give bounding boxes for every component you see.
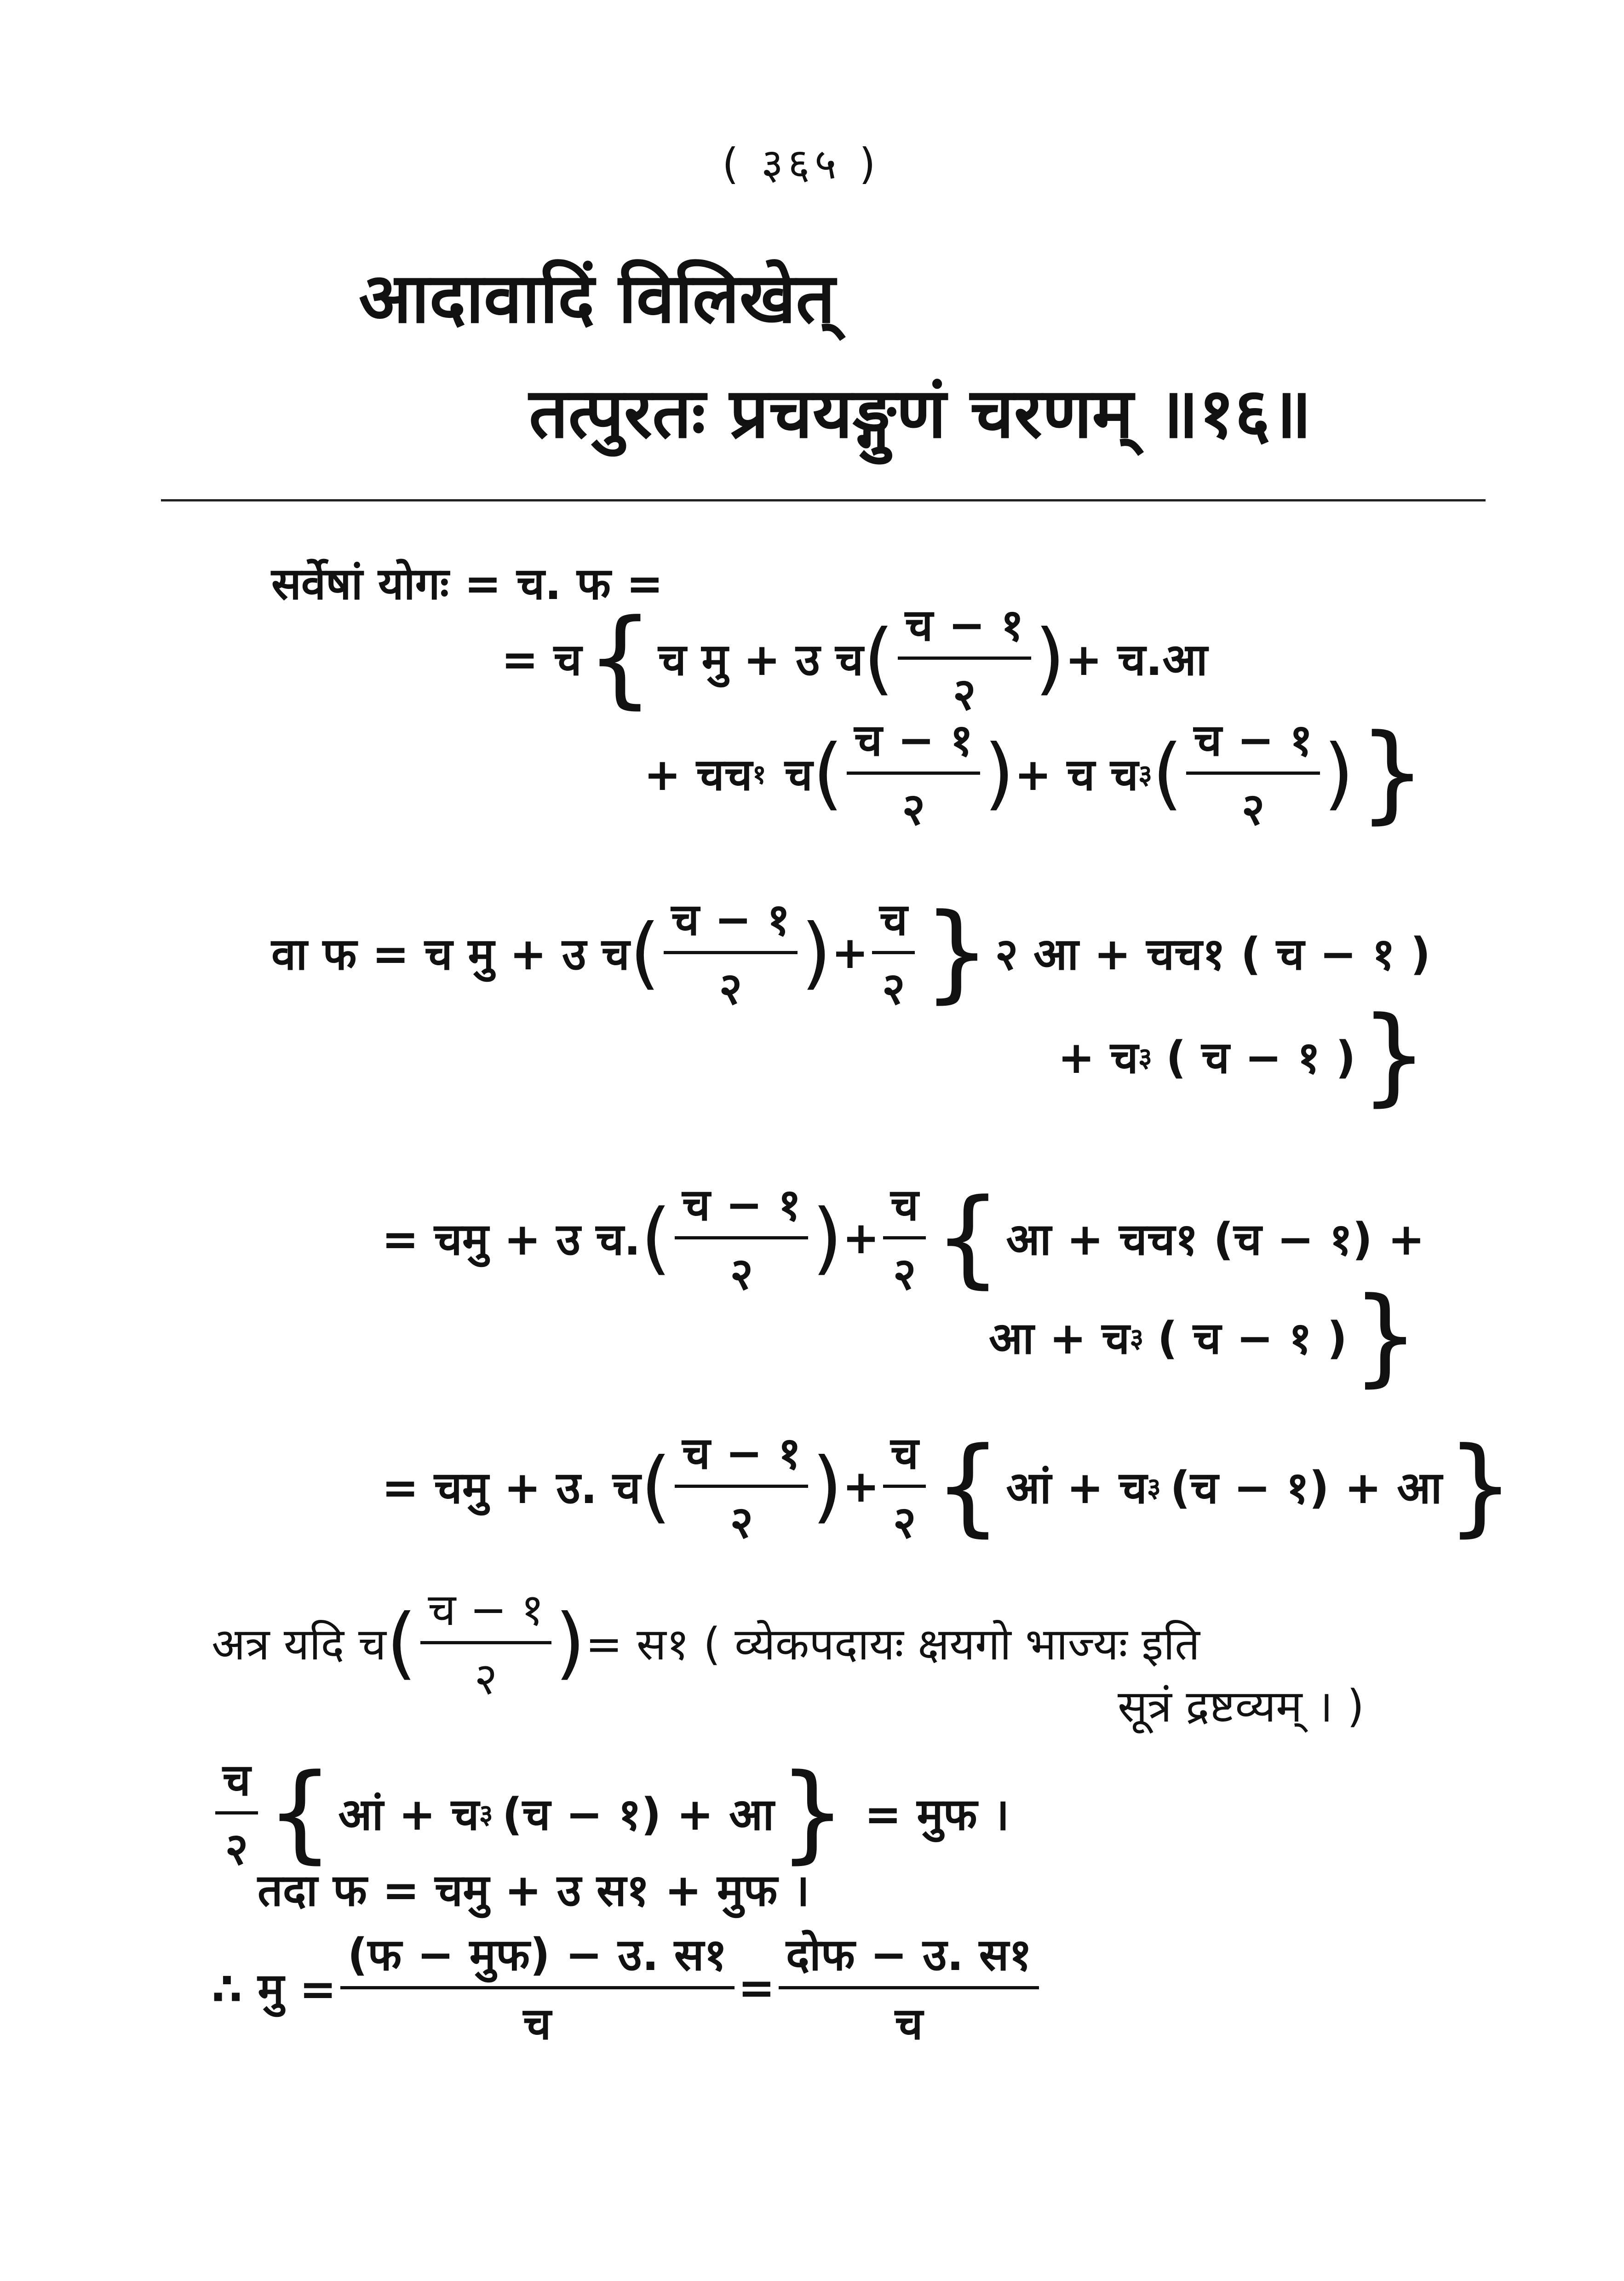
close-brace: } bbox=[1360, 994, 1428, 1117]
eq1-l2a: = च bbox=[501, 634, 582, 685]
verse-line-2: तत्पुरतः प्रचयङ्गुणं चरणम् ॥१६॥ bbox=[529, 374, 1312, 454]
fraction-denominator: २ bbox=[730, 1497, 753, 1548]
eq1-line2 bbox=[501, 593, 1207, 723]
cond-a: अत्र यदि च bbox=[212, 1619, 386, 1670]
eq2-coef-fraction bbox=[872, 888, 915, 1017]
fraction-numerator: च − १ bbox=[664, 888, 797, 954]
fraction-numerator: च − १ bbox=[675, 1422, 808, 1488]
eq1-l2b: च मु + उ च bbox=[658, 634, 864, 685]
fraction-denominator: च bbox=[523, 1998, 551, 2050]
open-brace: { bbox=[266, 1751, 334, 1874]
subscript: ३ bbox=[479, 1798, 493, 1830]
eq1-lead: सर्वेषां योगः = च. फ = bbox=[271, 558, 664, 610]
fraction-numerator: च − १ bbox=[420, 1578, 551, 1644]
fraction-numerator: च bbox=[872, 888, 915, 954]
eq6-line: तदा फ = चमु + उ स१ + मुफ । bbox=[258, 1865, 810, 1916]
close-paren: ) bbox=[1034, 612, 1066, 704]
eq7-fraction-1 bbox=[340, 1923, 735, 2052]
eq7-lead: ∴ मु = bbox=[212, 1964, 337, 2015]
fraction-denominator: २ bbox=[719, 963, 742, 1014]
fraction-numerator: च − १ bbox=[898, 593, 1031, 660]
divider-rule bbox=[161, 499, 1486, 501]
fraction-denominator: २ bbox=[902, 783, 925, 835]
close-brace: } bbox=[1352, 1275, 1419, 1398]
eq3-fraction bbox=[675, 1173, 808, 1302]
fraction-denominator: २ bbox=[730, 1248, 753, 1300]
fraction-denominator: २ bbox=[882, 963, 905, 1014]
open-brace: { bbox=[934, 1424, 1002, 1548]
eq7-fraction-2 bbox=[779, 1923, 1039, 2052]
close-paren: ) bbox=[801, 907, 832, 998]
fraction-denominator: २ bbox=[225, 1823, 248, 1875]
open-paren: ( bbox=[863, 612, 894, 704]
eq2-line1 bbox=[271, 888, 1430, 1017]
fraction-numerator: च bbox=[883, 1173, 926, 1239]
eq1-fraction-2 bbox=[847, 708, 980, 838]
open-brace: { bbox=[934, 1176, 1002, 1299]
eq1-l3b: च bbox=[784, 749, 813, 801]
open-paren: ( bbox=[386, 1597, 417, 1688]
close-paren: ) bbox=[1323, 727, 1354, 819]
close-brace: } bbox=[779, 1751, 846, 1874]
verse-line-1: आदावादिं विलिखेत् bbox=[359, 259, 835, 339]
eq3-line1 bbox=[382, 1173, 1425, 1302]
fraction-numerator: च − १ bbox=[847, 708, 980, 775]
eq4-b: आं + च bbox=[1006, 1462, 1147, 1514]
eq3-l2b: ( च − १ ) bbox=[1157, 1312, 1348, 1364]
open-paren: ( bbox=[812, 727, 844, 819]
condition-line2: सूत्रं द्रष्टव्यम् । ) bbox=[1118, 1681, 1365, 1732]
eq4-fraction bbox=[675, 1422, 808, 1551]
subscript: १ bbox=[752, 759, 766, 790]
plus-sign: + bbox=[842, 1212, 880, 1264]
fraction-numerator: च − १ bbox=[1186, 708, 1320, 775]
close-brace: } bbox=[1446, 1424, 1514, 1548]
page-number: ( ३६५ ) bbox=[722, 139, 880, 189]
cond-fraction bbox=[420, 1578, 551, 1707]
open-paren: ( bbox=[630, 907, 660, 998]
open-paren: ( bbox=[1152, 727, 1183, 819]
eq3-a: = चमु + उ च. bbox=[382, 1214, 641, 1265]
eq1-line3 bbox=[644, 708, 1430, 838]
eq7-line bbox=[212, 1923, 1043, 2052]
close-paren: ) bbox=[812, 1440, 843, 1532]
eq3-line2 bbox=[989, 1275, 1424, 1398]
subscript: ३ bbox=[1147, 1472, 1161, 1503]
eq1-l3a: + चच bbox=[644, 749, 752, 801]
eq2-l2b: ( च − १ ) bbox=[1166, 1031, 1356, 1083]
equals-sign: = bbox=[738, 1962, 775, 2014]
close-brace: } bbox=[1358, 711, 1426, 835]
eq2-b: २ आ + चच१ ( च − १ ) bbox=[995, 928, 1431, 980]
eq5-coef-fraction bbox=[215, 1748, 258, 1878]
fraction-denominator: २ bbox=[953, 668, 976, 720]
eq1-l2c: + च.आ bbox=[1065, 634, 1208, 685]
fraction-numerator: दोफ − उ. स१ bbox=[779, 1923, 1039, 1989]
eq5-b2: (च − १) + आ bbox=[502, 1789, 775, 1840]
fraction-denominator: २ bbox=[893, 1248, 916, 1300]
fraction-denominator: २ bbox=[893, 1497, 916, 1548]
fraction-numerator: (फ − मुफ) − उ. स१ bbox=[340, 1923, 735, 1989]
eq4-line bbox=[382, 1422, 1519, 1551]
open-brace: { bbox=[586, 596, 654, 720]
eq2-line2 bbox=[1058, 994, 1432, 1117]
fraction-numerator: च bbox=[883, 1422, 926, 1488]
eq1-l3c: + च च bbox=[1014, 749, 1138, 801]
close-paren: ) bbox=[555, 1597, 585, 1688]
fraction-denominator: २ bbox=[1241, 783, 1265, 835]
eq2-l2: + च bbox=[1058, 1031, 1138, 1083]
eq2-a: वा फ = च मु + उ च bbox=[271, 928, 630, 980]
eq4-b2: (च − १) + आ bbox=[1170, 1462, 1442, 1514]
subscript: ३ bbox=[1138, 1041, 1152, 1073]
eq1-fraction-3 bbox=[1186, 708, 1320, 838]
eq3-l2: आ + च bbox=[989, 1312, 1130, 1364]
eq4-a: = चमु + उ. च bbox=[382, 1462, 641, 1514]
cond-b: = स१ ( व्येकपदायः क्षयगो भाज्यः इति bbox=[585, 1619, 1200, 1670]
open-paren: ( bbox=[640, 1440, 671, 1532]
fraction-denominator: च bbox=[895, 1998, 923, 2050]
plus-sign: + bbox=[831, 927, 869, 979]
plus-sign: + bbox=[842, 1460, 880, 1512]
eq4-coef-fraction bbox=[883, 1422, 926, 1551]
subscript: ३ bbox=[1138, 759, 1153, 790]
open-brace: } bbox=[923, 891, 991, 1014]
subscript: ३ bbox=[1130, 1322, 1144, 1354]
fraction-numerator: च bbox=[215, 1748, 258, 1814]
fraction-denominator: २ bbox=[474, 1653, 498, 1705]
eq5-line bbox=[212, 1748, 1010, 1878]
close-paren: ) bbox=[984, 727, 1015, 819]
close-paren: ) bbox=[812, 1192, 843, 1284]
eq1-fraction bbox=[898, 593, 1031, 723]
open-paren: ( bbox=[640, 1192, 671, 1284]
eq5-b: आं + च bbox=[338, 1789, 479, 1840]
eq3-b: आ + चच१ (च − १) + bbox=[1006, 1214, 1425, 1265]
fraction-numerator: च − १ bbox=[675, 1173, 808, 1239]
eq3-coef-fraction bbox=[883, 1173, 926, 1302]
eq5-rhs: = मुफ । bbox=[864, 1789, 1010, 1840]
eq2-fraction bbox=[664, 888, 797, 1017]
condition-line1 bbox=[212, 1578, 1200, 1707]
